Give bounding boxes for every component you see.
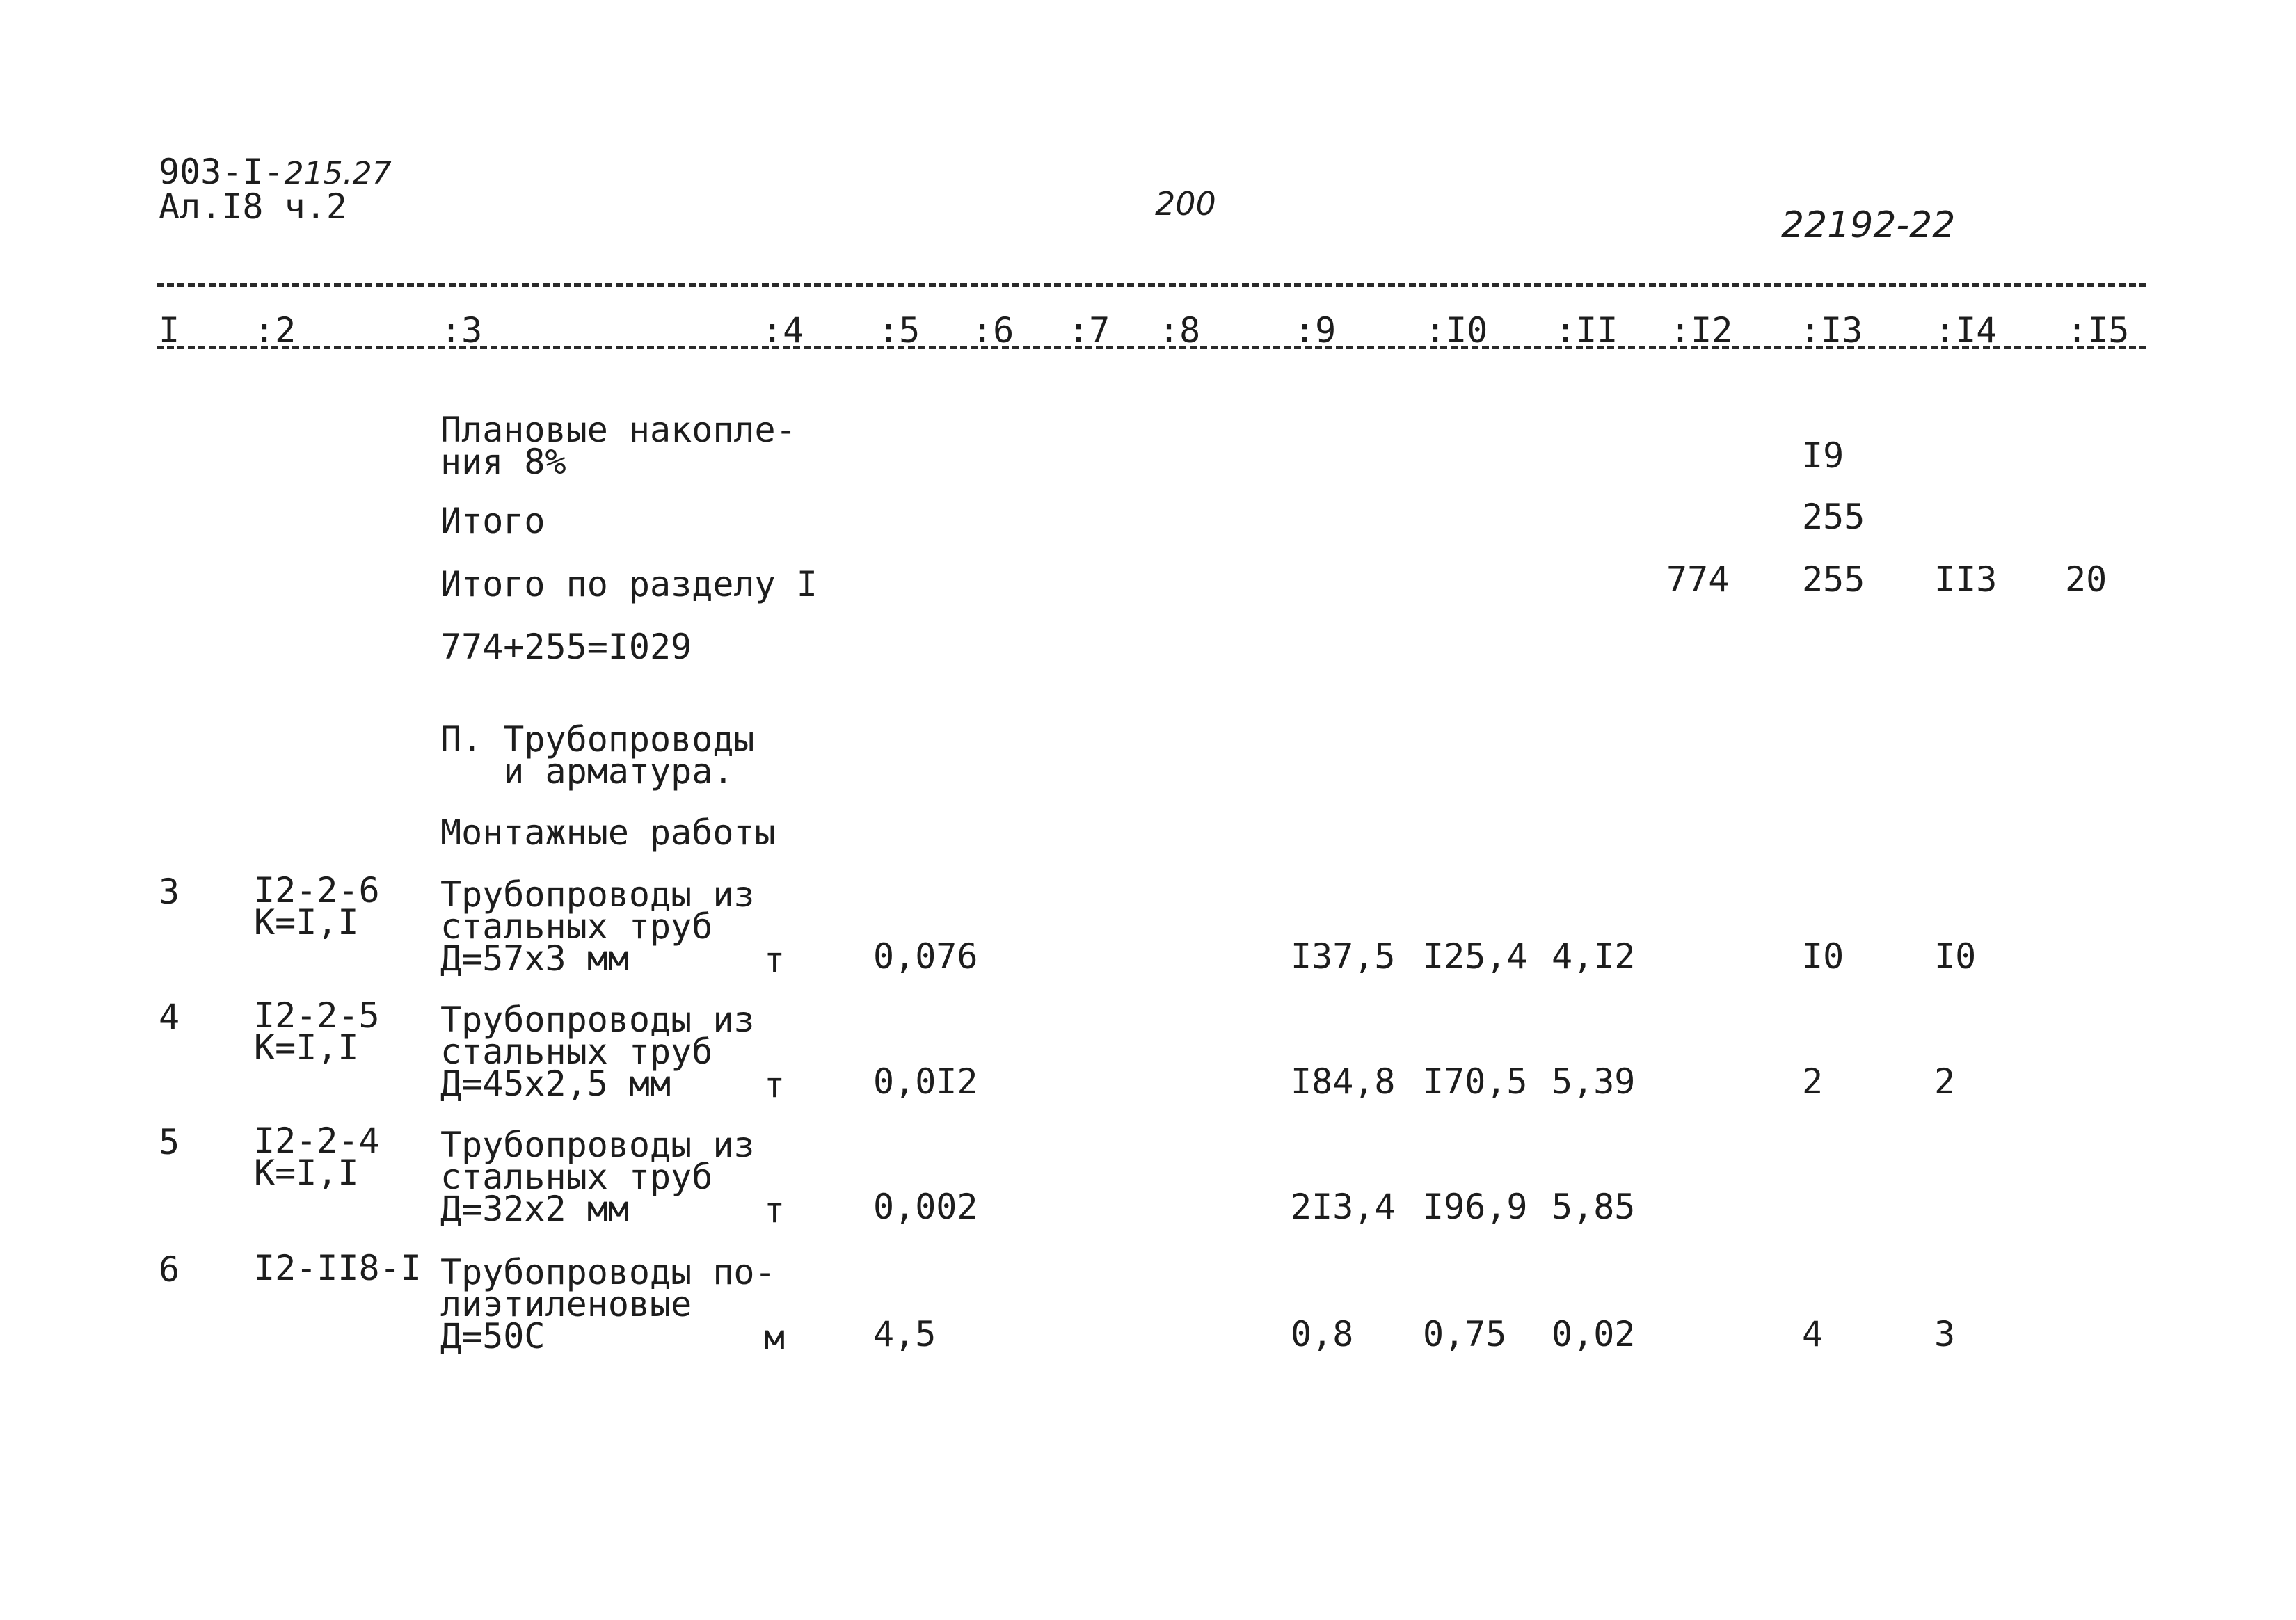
row-quantity: 0,0I2 [873, 1061, 978, 1102]
album-label: Ал.I8 ч.2 [159, 186, 347, 227]
row-code: I2-2-4 К=I,I [254, 1121, 380, 1193]
page-number: 200 [1155, 185, 1216, 223]
col-header-4: :4 [762, 310, 804, 351]
row-name: Трубопроводы из стальных труб Д=32х2 мм [440, 1125, 755, 1229]
planned-savings-c13: I9 [1802, 435, 1844, 476]
document-code-prefix: 903-I- [159, 152, 285, 192]
col-header-9: :9 [1294, 310, 1337, 351]
row-c9: I37,5 [1291, 936, 1396, 977]
row-quantity: 4,5 [873, 1314, 936, 1354]
row-c14: I0 [1934, 936, 1977, 977]
row-code: I2-2-5 К=I,I [254, 995, 380, 1068]
row-quantity: 0,002 [873, 1187, 978, 1227]
row-c14: 2 [1934, 1061, 1956, 1102]
col-header-2: :2 [254, 310, 296, 351]
col-header-14: :I4 [1934, 310, 1998, 351]
row-number: 3 [159, 872, 180, 912]
row-code: I2-2-6 К=I,I [254, 870, 380, 943]
col-header-13: :I3 [1800, 310, 1863, 351]
document-code [159, 152, 392, 192]
row-unit: т [764, 1065, 786, 1105]
col-header-11: :II [1555, 310, 1618, 351]
row-code: I2-II8-I [254, 1248, 422, 1288]
row-c10: 0,75 [1423, 1314, 1507, 1354]
col-header-10: :I0 [1425, 310, 1488, 351]
row-c10: I25,4 [1423, 936, 1528, 977]
row-name: Трубопроводы из стальных труб Д=45х2,5 мм [440, 1000, 755, 1104]
row-c11: 5,39 [1552, 1061, 1636, 1102]
col-header-5: :5 [878, 310, 920, 351]
section-total-c14: II3 [1934, 559, 1998, 600]
row-c11: 5,85 [1552, 1187, 1636, 1227]
row-number: 6 [159, 1249, 180, 1290]
col-header-8: :8 [1158, 310, 1201, 351]
row-c13: 2 [1802, 1061, 1824, 1102]
row-number: 5 [159, 1122, 180, 1162]
row-unit: т [764, 1190, 786, 1230]
planned-savings-label: Плановые накопле- ния 8% [440, 410, 797, 482]
row-name: Трубопроводы по- лиэтиленовые Д=50С [440, 1252, 776, 1356]
row-c10: I96,9 [1423, 1187, 1528, 1227]
section-title: П. Трубопроводы и арматура. [440, 719, 755, 792]
col-header-15: :I5 [2066, 310, 2130, 351]
col-header-12: :I2 [1670, 310, 1733, 351]
col-header-6: :6 [972, 310, 1014, 351]
section-total-c15: 20 [2065, 559, 2107, 600]
row-quantity: 0,076 [873, 936, 978, 977]
section-total-c12: 774 [1666, 559, 1730, 600]
section-subtitle: Монтажные работы [440, 812, 776, 853]
row-number: 4 [159, 997, 180, 1037]
row-c9: 0,8 [1291, 1314, 1354, 1354]
row-c13: 4 [1802, 1314, 1824, 1354]
table-top-rule [157, 283, 2146, 287]
total-c13: 255 [1802, 497, 1865, 537]
section-total-label: Итого по разделу I [440, 564, 818, 604]
col-header-3: :3 [440, 310, 483, 351]
row-c14: 3 [1934, 1314, 1956, 1354]
handwritten-code: 215.27 [284, 156, 392, 191]
row-c11: 0,02 [1552, 1314, 1636, 1354]
row-unit: т [764, 940, 786, 980]
section-total-c13: 255 [1802, 559, 1865, 600]
sum-formula: 774+255=I029 [440, 627, 692, 667]
row-name: Трубопроводы из стальных труб Д=57х3 мм [440, 874, 755, 979]
row-c9: I84,8 [1291, 1061, 1396, 1102]
project-number: 22192-22 [1781, 204, 1956, 246]
row-c13: I0 [1802, 936, 1844, 977]
col-header-1: I [159, 310, 180, 351]
row-c11: 4,I2 [1552, 936, 1636, 977]
row-c10: I70,5 [1423, 1061, 1528, 1102]
row-unit: м [764, 1317, 786, 1358]
row-c9: 2I3,4 [1291, 1187, 1396, 1227]
total-label: Итого [440, 501, 545, 541]
col-header-7: :7 [1068, 310, 1110, 351]
